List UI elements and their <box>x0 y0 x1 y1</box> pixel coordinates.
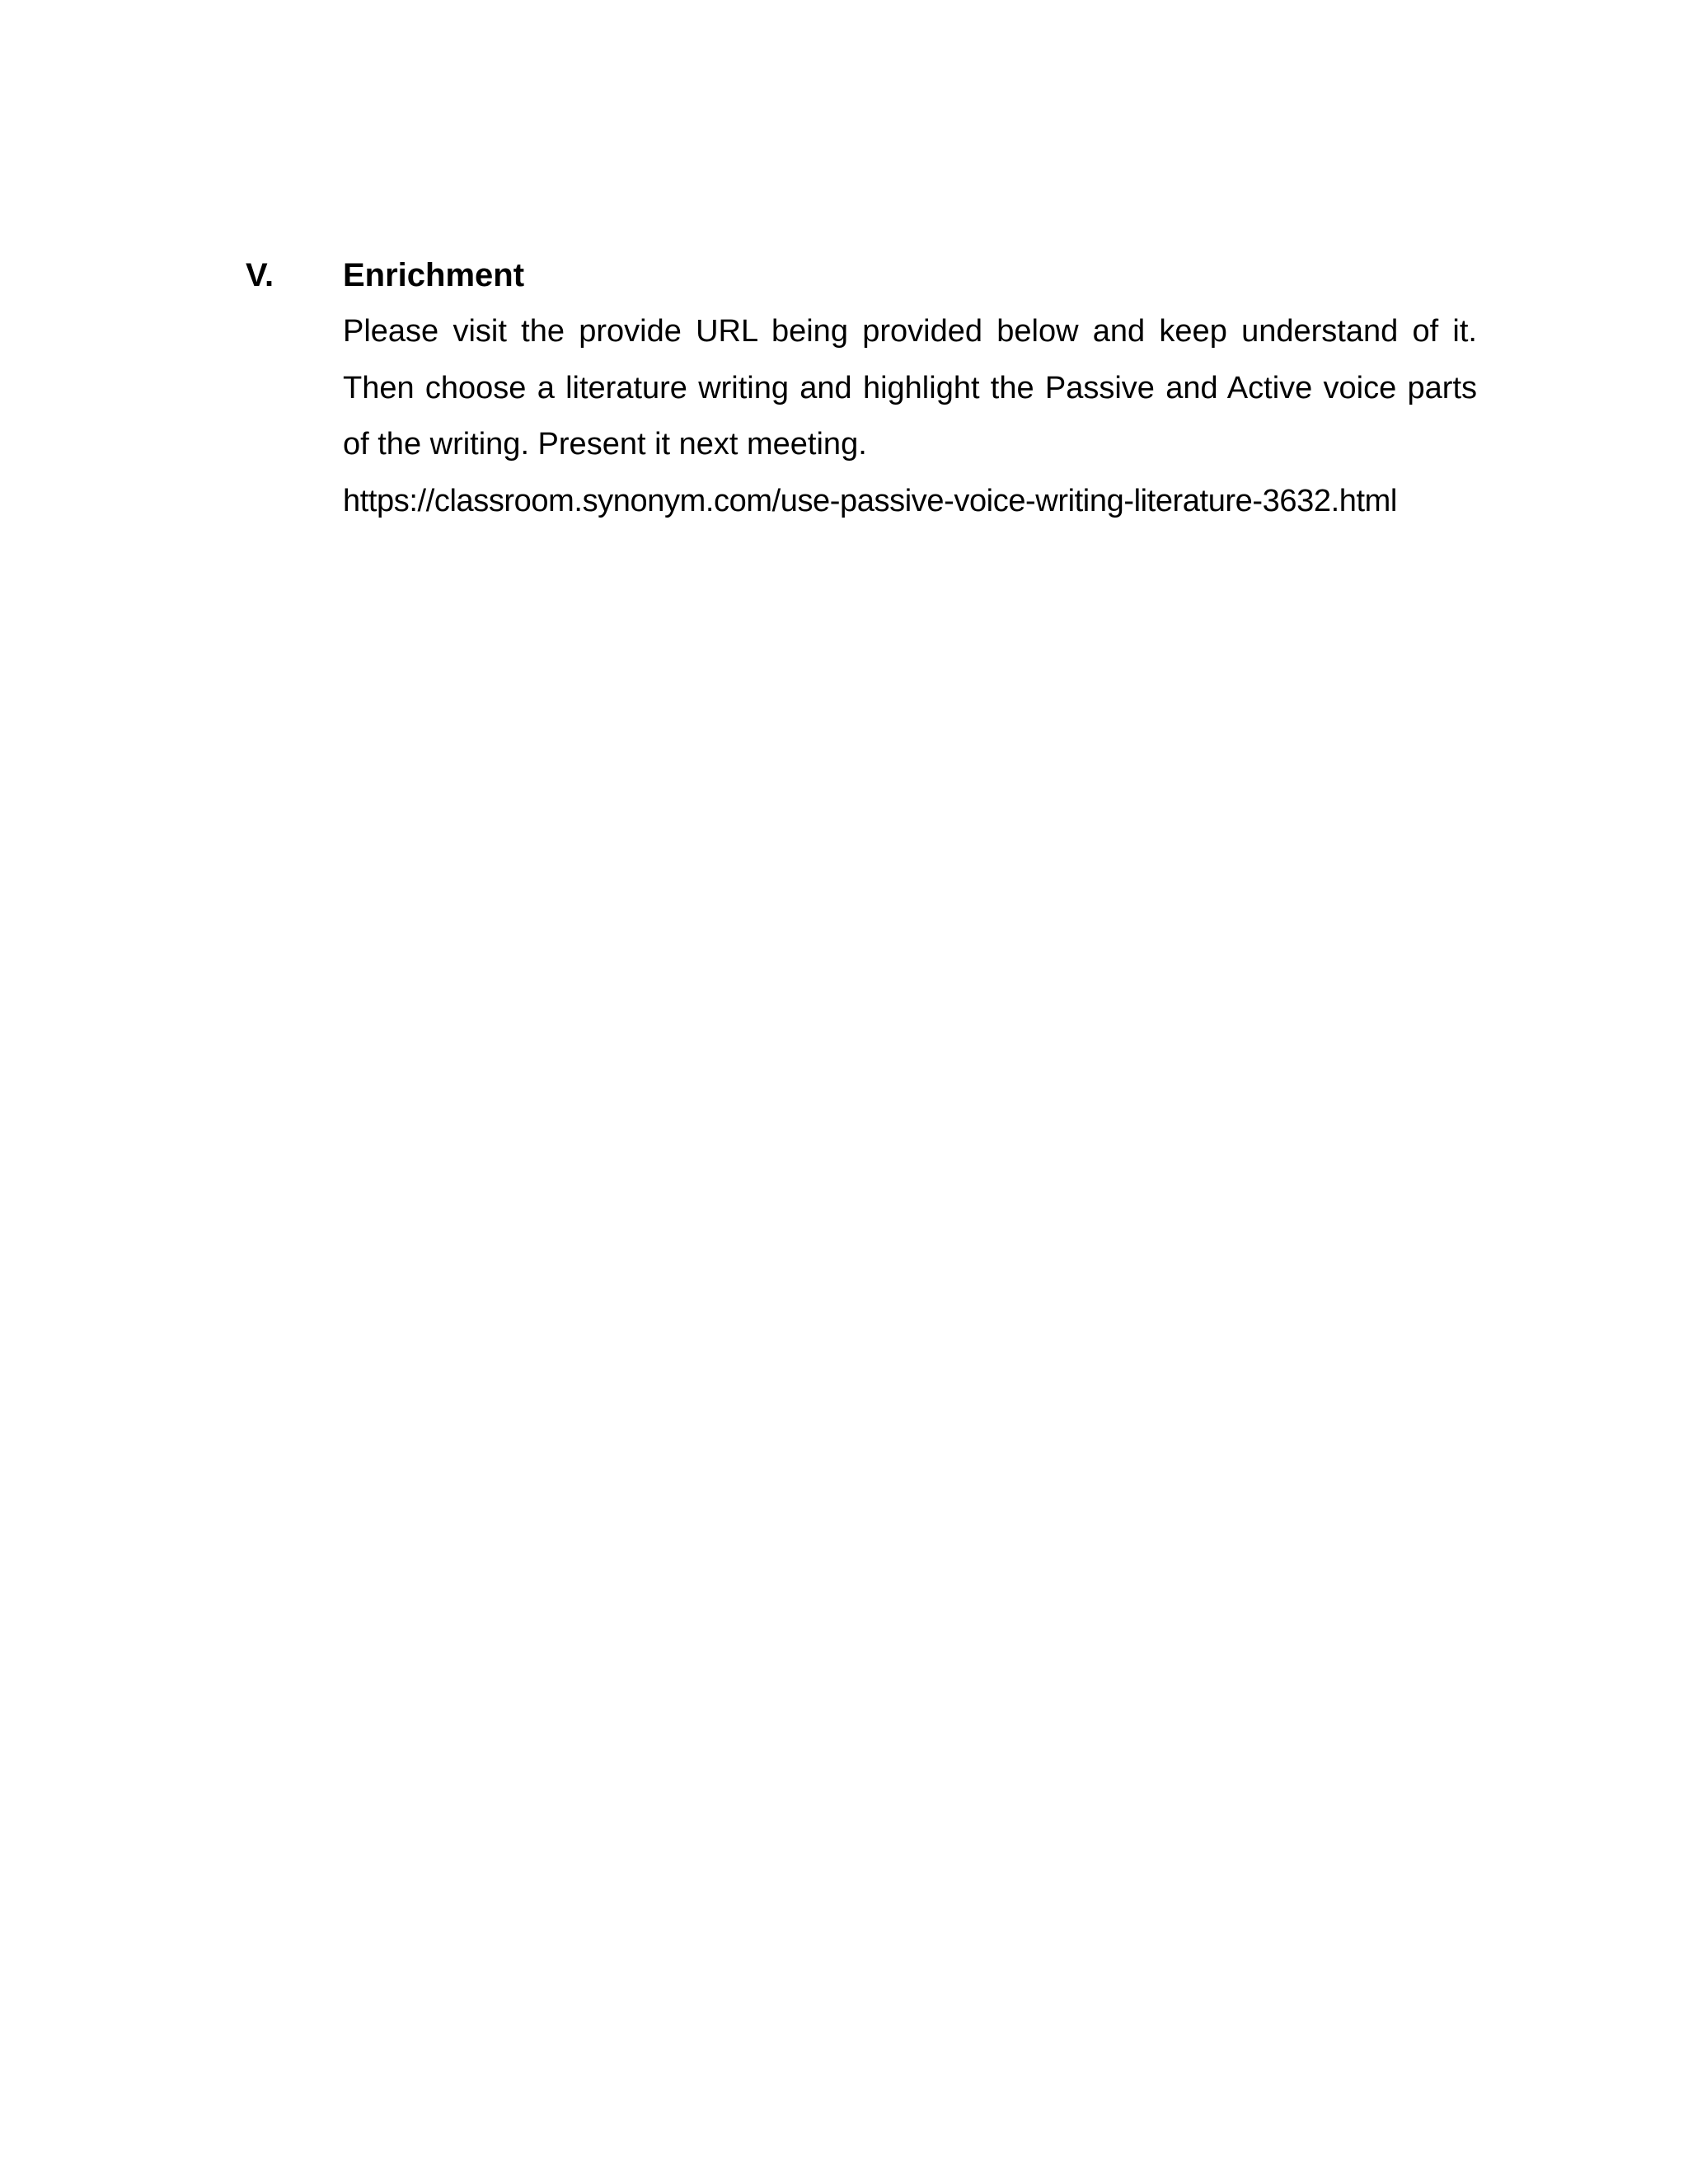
section-number: V. <box>246 257 274 293</box>
reference-url[interactable]: https://classroom.synonym.com/use-passive-voice-writing-literature-3632.html <box>343 483 1397 518</box>
section-body <box>343 247 1477 529</box>
instruction-paragraph: Please visit the provide URL being provided below and keep understand of it. Then choose a literature writing and highlight the Passive and Active voice parts of the writing. Present it next meeting. <box>343 314 1477 462</box>
section-heading: Enrichment <box>343 257 525 293</box>
